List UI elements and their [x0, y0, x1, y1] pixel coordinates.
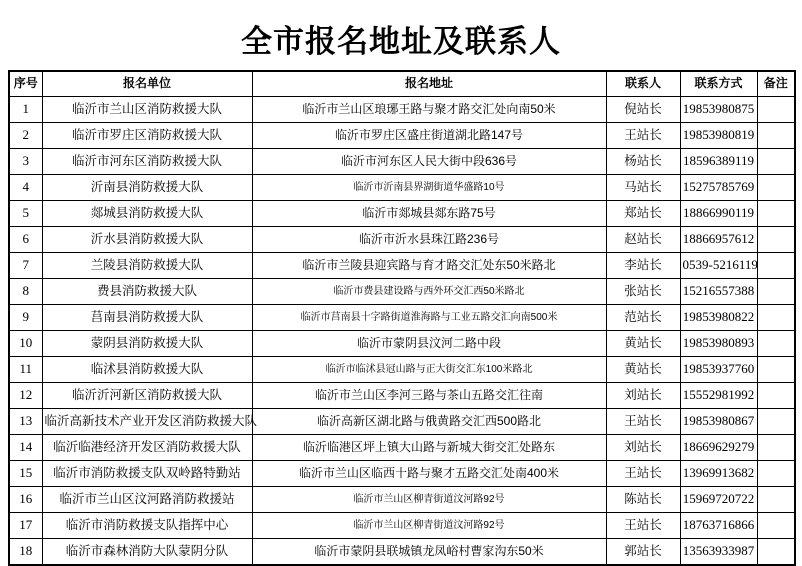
cell-phone: 19853980822: [680, 305, 757, 331]
cell-address: 临沂高新区湖北路与俄黄路交汇西500路北: [252, 409, 606, 435]
cell-unit: 临沭县消防救援大队: [42, 357, 252, 383]
cell-unit: 临沂临港经济开发区消防救援大队: [42, 435, 252, 461]
table-row: [9, 279, 795, 305]
table-row: [9, 123, 795, 149]
table-row: [9, 253, 795, 279]
cell-unit: 临沂市兰山区汶河路消防救援站: [42, 487, 252, 513]
table-row: [9, 435, 795, 461]
cell-address: 临沂市兰山区柳青街道汶河路92号: [252, 513, 606, 539]
cell-address: 临沂市河东区人民大街中段636号: [252, 149, 606, 175]
cell-contact: 李站长: [606, 253, 680, 279]
cell-unit: 临沂市森林消防大队蒙阴分队: [42, 539, 252, 566]
header-col-phone: 联系方式: [680, 71, 757, 97]
table-body: [9, 97, 795, 566]
cell-contact: 马站长: [606, 175, 680, 201]
table-row: [9, 201, 795, 227]
table-row: [9, 357, 795, 383]
cell-phone: 19853980875: [680, 97, 757, 123]
cell-unit: 临沂市消防救援支队双岭路特勤站: [42, 461, 252, 487]
cell-contact: 赵站长: [606, 227, 680, 253]
table-row: [9, 383, 795, 409]
cell-address: 临沂市兰山区柳青街道汶河路92号: [252, 487, 606, 513]
cell-phone: 15969720722: [680, 487, 757, 513]
cell-unit: 沂南县消防救援大队: [42, 175, 252, 201]
cell-unit: 郯城县消防救援大队: [42, 201, 252, 227]
cell-unit: 临沂市消防救援支队指挥中心: [42, 513, 252, 539]
cell-contact: 刘站长: [606, 435, 680, 461]
cell-note: [757, 435, 795, 461]
table-row: [9, 97, 795, 123]
cell-unit: 临沂市兰山区消防救援大队: [42, 97, 252, 123]
cell-unit: 蒙阴县消防救援大队: [42, 331, 252, 357]
cell-note: [757, 487, 795, 513]
cell-serial: 3: [9, 149, 42, 175]
cell-note: [757, 513, 795, 539]
cell-address: 临沂市沂水县珠江路236号: [252, 227, 606, 253]
table-row: [9, 487, 795, 513]
cell-serial: 1: [9, 97, 42, 123]
table-row: [9, 539, 795, 566]
cell-note: [757, 123, 795, 149]
cell-phone: 19853937760: [680, 357, 757, 383]
cell-contact: 黄站长: [606, 357, 680, 383]
cell-contact: 黄站长: [606, 331, 680, 357]
header-col-note: 备注: [757, 71, 795, 97]
cell-serial: 10: [9, 331, 42, 357]
cell-contact: 郑站长: [606, 201, 680, 227]
cell-address: 临沂市罗庄区盛庄街道湖北路147号: [252, 123, 606, 149]
cell-contact: 王站长: [606, 513, 680, 539]
cell-serial: 6: [9, 227, 42, 253]
header-col-serial: 序号: [9, 71, 42, 97]
cell-note: [757, 305, 795, 331]
cell-note: [757, 409, 795, 435]
cell-serial: 8: [9, 279, 42, 305]
cell-serial: 16: [9, 487, 42, 513]
cell-note: [757, 253, 795, 279]
cell-serial: 2: [9, 123, 42, 149]
cell-note: [757, 175, 795, 201]
cell-phone: 15216557388: [680, 279, 757, 305]
cell-note: [757, 149, 795, 175]
cell-phone: 19853980819: [680, 123, 757, 149]
cell-address: 临沂市兰陵县迎宾路与育才路交汇处东50米路北: [252, 253, 606, 279]
cell-phone: 13969913682: [680, 461, 757, 487]
cell-serial: 14: [9, 435, 42, 461]
cell-note: [757, 227, 795, 253]
cell-phone: 18866990119: [680, 201, 757, 227]
cell-contact: 王站长: [606, 409, 680, 435]
cell-address: 临沂市兰山区琅琊王路与聚才路交汇处向南50米: [252, 97, 606, 123]
cell-note: [757, 97, 795, 123]
header-col-address: 报名地址: [252, 71, 606, 97]
cell-phone: 19853980893: [680, 331, 757, 357]
table-row: [9, 149, 795, 175]
header-col-unit: 报名单位: [42, 71, 252, 97]
table-row: [9, 513, 795, 539]
table-row: [9, 175, 795, 201]
cell-phone: 13563933987: [680, 539, 757, 566]
cell-contact: 杨站长: [606, 149, 680, 175]
cell-phone: 18866957612: [680, 227, 757, 253]
cell-unit: 兰陵县消防救援大队: [42, 253, 252, 279]
page-title: 全市报名地址及联系人: [241, 24, 561, 59]
cell-address: 临沂市蒙阴县联城镇龙凤峪村曹家沟东50米: [252, 539, 606, 566]
cell-serial: 17: [9, 513, 42, 539]
cell-phone: 15552981992: [680, 383, 757, 409]
cell-note: [757, 201, 795, 227]
cell-unit: 沂水县消防救援大队: [42, 227, 252, 253]
cell-serial: 5: [9, 201, 42, 227]
cell-address: 临沂临港区坪上镇大山路与新城大街交汇处路东: [252, 435, 606, 461]
cell-note: [757, 331, 795, 357]
cell-contact: 张站长: [606, 279, 680, 305]
cell-contact: 倪站长: [606, 97, 680, 123]
cell-serial: 9: [9, 305, 42, 331]
cell-phone: 19853980867: [680, 409, 757, 435]
cell-serial: 15: [9, 461, 42, 487]
cell-contact: 王站长: [606, 123, 680, 149]
cell-note: [757, 461, 795, 487]
cell-note: [757, 279, 795, 305]
table-row: [9, 461, 795, 487]
table-row: [9, 409, 795, 435]
cell-address: 临沂市兰山区临西十路与聚才五路交汇处南400米: [252, 461, 606, 487]
cell-unit: 临沂市河东区消防救援大队: [42, 149, 252, 175]
cell-phone: 18763716866: [680, 513, 757, 539]
cell-address: 临沂市费县建设路与西外环交汇西50米路北: [252, 279, 606, 305]
cell-contact: 陈站长: [606, 487, 680, 513]
cell-unit: 费县消防救援大队: [42, 279, 252, 305]
cell-unit: 临沂高新技术产业开发区消防救援大队: [42, 409, 252, 435]
cell-serial: 7: [9, 253, 42, 279]
table-header-row: [9, 71, 795, 97]
cell-contact: 范站长: [606, 305, 680, 331]
cell-phone: 0539-5216119: [680, 253, 757, 279]
cell-phone: 18596389119: [680, 149, 757, 175]
cell-address: 临沂市兰山区李河三路与茶山五路交汇往南: [252, 383, 606, 409]
cell-note: [757, 383, 795, 409]
cell-serial: 11: [9, 357, 42, 383]
cell-unit: 莒南县消防救援大队: [42, 305, 252, 331]
cell-contact: 刘站长: [606, 383, 680, 409]
cell-serial: 18: [9, 539, 42, 566]
cell-serial: 4: [9, 175, 42, 201]
cell-address: 临沂市沂南县界湖街道华盛路10号: [252, 175, 606, 201]
cell-serial: 12: [9, 383, 42, 409]
cell-contact: 王站长: [606, 461, 680, 487]
cell-address: 临沂市蒙阴县汶河二路中段: [252, 331, 606, 357]
cell-unit: 临沂沂河新区消防救援大队: [42, 383, 252, 409]
cell-contact: 郭站长: [606, 539, 680, 566]
cell-address: 临沂市郯城县郯东路75号: [252, 201, 606, 227]
cell-unit: 临沂市罗庄区消防救援大队: [42, 123, 252, 149]
table-row: [9, 305, 795, 331]
cell-note: [757, 539, 795, 566]
cell-note: [757, 357, 795, 383]
table-row: [9, 331, 795, 357]
contacts-table: [8, 70, 796, 566]
cell-serial: 13: [9, 409, 42, 435]
cell-phone: 15275785769: [680, 175, 757, 201]
cell-address: 临沂市临沭县冠山路与正大街交汇东100米路北: [252, 357, 606, 383]
header-col-contact: 联系人: [606, 71, 680, 97]
cell-address: 临沂市莒南县十字路街道淮海路与工业五路交汇向南500米: [252, 305, 606, 331]
cell-phone: 18669629279: [680, 435, 757, 461]
table-row: [9, 227, 795, 253]
